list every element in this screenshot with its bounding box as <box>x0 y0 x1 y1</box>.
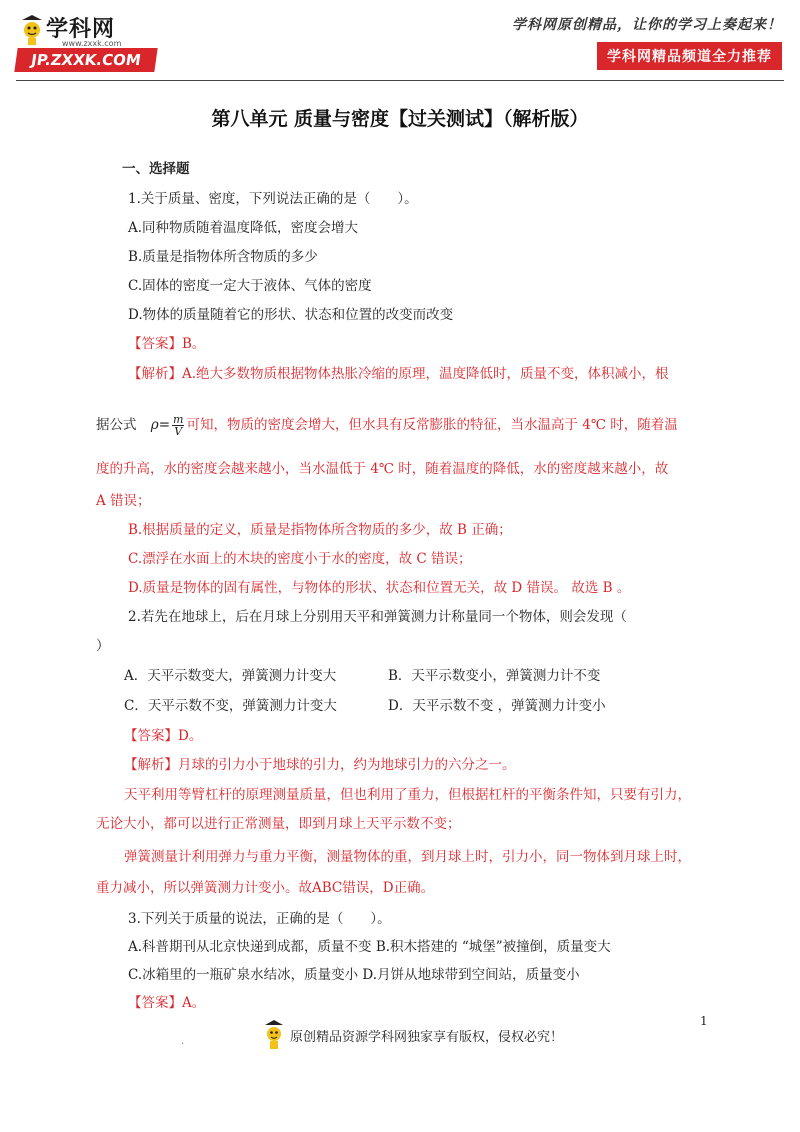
q2-option-b: B．天平示数变小，弹簧测力计不变 <box>388 668 601 684</box>
q2-option-c: C．天平示数不变，弹簧测力计变大 <box>124 698 337 714</box>
analysis-tag: 【解析】 <box>124 757 178 773</box>
q2-option-d: D．天平示数不变 ，弹簧测力计变小 <box>388 698 606 714</box>
logo-subtext: www.zxxk.com <box>62 39 122 48</box>
q2-analysis-line-2: 天平利用等臂杠杆的原理测量质量，但也利用了重力，但根据杠杆的平衡条件知，只要有引力， <box>124 787 691 803</box>
q1-analysis-line-4: A 错误； <box>96 493 151 509</box>
promo-banner[interactable]: 学科网精品频道全力推荐 <box>597 42 782 70</box>
q1-analysis-line-5: B.根据质量的定义，质量是指物体所含物质的多少，故 B 正确； <box>128 522 512 538</box>
q1-analysis-line-2: 据公式 ρ= $\frac{m}{V}$ 可知，物质的密度会增大，但水具有反常膨胀的特征，当水温高于 4℃ 时，随着温 <box>96 413 678 438</box>
answer-value: B。 <box>182 336 206 352</box>
mascot-icon <box>262 1020 286 1050</box>
q2-option-a: A．天平示数变大，弹簧测力计变大 <box>124 668 337 684</box>
logo-url-banner: JP.ZXXK.COM <box>14 48 157 72</box>
logo-text: 学科网 <box>46 17 116 42</box>
q3-options-ab: A.科普期刊从北京快递到成都，质量不变 B.积木搭建的 “城堡”被撞倒，质量变大 <box>128 939 611 955</box>
q2-answer <box>124 727 202 745</box>
copyright-notice: 原创精品资源学科网独家享有版权，侵权必究！ <box>290 1029 564 1045</box>
q1-analysis-line-6: C.漂浮在水面上的木块的密度小于水的密度，故 C 错误； <box>128 551 472 567</box>
q3-stem: 3.下列关于质量的说法，正确的是（ ）。 <box>128 911 391 927</box>
q1-analysis-line-3: 度的升高，水的密度会越来越小，当水温低于 4℃ 时，随着温度的降低，水的密度越来越小，故 <box>96 461 669 477</box>
q2-stem: 2.若先在地球上，后在月球上分别用天平和弹簧测力计称量同一个物体，则会发现（ <box>128 609 627 625</box>
section-heading: 一、选择题 <box>122 161 190 177</box>
answer-tag: 【答案】 <box>124 728 178 744</box>
q1-option-d: D.物体的质量随着它的形状、状态和位置的改变而改变 <box>128 307 454 323</box>
q1-stem: 1.关于质量、密度，下列说法正确的是（ ）。 <box>128 191 418 207</box>
q2-analysis-line-5: 重力减小，所以弹簧测力计变小。故ABC错误，D正确。 <box>96 880 435 896</box>
answer-value: A。 <box>182 995 206 1011</box>
slogan: 学科网原创精品，让你的学习上奏起来！ <box>512 17 782 33</box>
page-number: 1 <box>700 1014 708 1028</box>
site-logo[interactable] <box>16 12 166 74</box>
answer-value: D。 <box>178 728 203 744</box>
header-divider <box>16 80 784 81</box>
q3-answer <box>128 994 205 1012</box>
q3-options-cd: C.冰箱里的一瓶矿泉水结冰，质量变小 D.月饼从地球带到空间站，质量变小 <box>128 967 580 983</box>
q2-analysis-line-4: 弹簧测量计利用弹力与重力平衡，测量物体的重，到月球上时，引力小，同一物体到月球上时， <box>124 849 691 865</box>
answer-tag: 【答案】 <box>128 336 182 352</box>
answer-tag: 【答案】 <box>128 995 182 1011</box>
footer-dot: . <box>181 1036 185 1047</box>
q1-option-a: A.同种物质随着温度降低，密度会增大 <box>128 220 359 236</box>
q2-stem-end: ） <box>96 638 110 654</box>
density-formula: ρ= $\frac{m}{V}$ <box>150 413 184 438</box>
page-title: 第八单元 质量与密度【过关测试】（解析版） <box>211 108 589 130</box>
analysis-tag: 【解析】 <box>128 366 182 382</box>
q1-option-c: C.固体的密度一定大于液体、气体的密度 <box>128 278 372 294</box>
footer <box>262 1020 563 1050</box>
mascot-icon <box>18 14 46 46</box>
header-promo-area <box>502 14 782 70</box>
q2-analysis-line-1: 【解析】月球的引力小于地球的引力，约为地球引力的六分之一。 <box>124 757 516 773</box>
q1-option-b: B.质量是指物体所含物质的多少 <box>128 249 318 265</box>
q1-analysis-line-1: 【解析】A.绝大多数物质根据物体热胀冷缩的原理，温度降低时，质量不变，体积减小，根 <box>128 366 669 382</box>
q1-answer <box>128 335 205 353</box>
q1-analysis-line-7: D.质量是物体的固有属性，与物体的形状、状态和位置无关，故 D 错误。 故选 B 。 <box>128 580 631 596</box>
q2-analysis-line-3: 无论大小，都可以进行正常测量，即到月球上天平示数不变； <box>96 816 461 832</box>
